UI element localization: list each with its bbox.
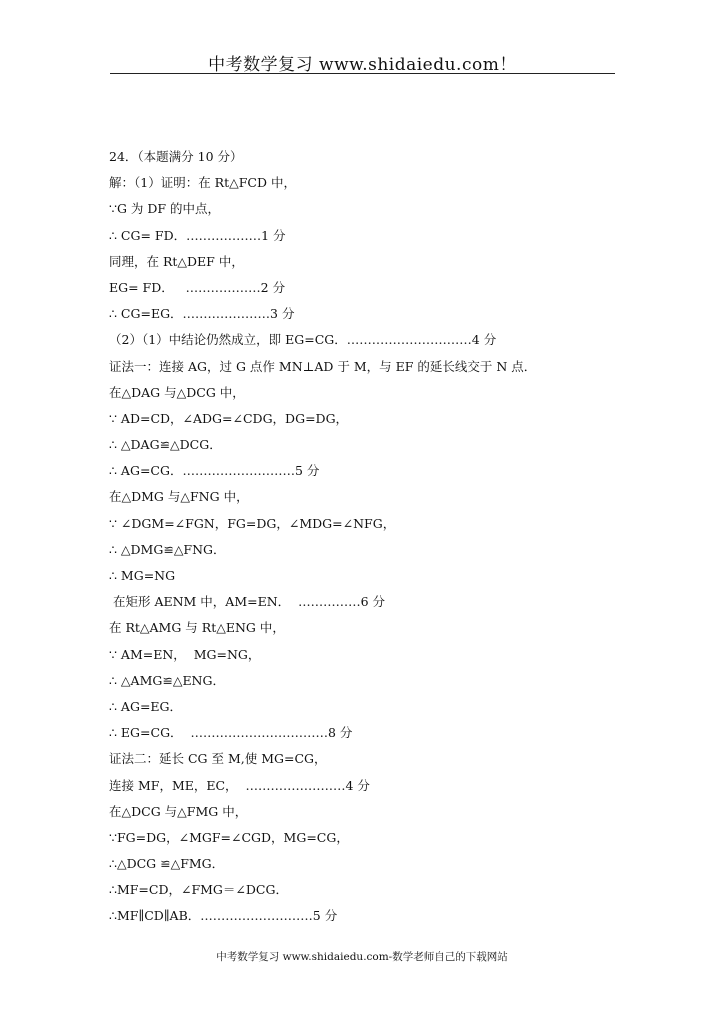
header-divider xyxy=(110,73,615,74)
text-line: ∴MF=CD，∠FMG＝∠DCG． xyxy=(109,882,288,898)
text-line: ∴ △DMG≌△FNG． xyxy=(109,541,226,557)
text-line: ∴ MG=NG xyxy=(109,568,176,583)
text-line: （2）（1）中结论仍然成立，即 EG=CG．…………………………4 分 xyxy=(109,332,497,348)
text-line: 同理，在 Rt△DEF 中， xyxy=(109,253,244,269)
text-line: ∵FG=DG，∠MGF=∠CGD，MG=CG， xyxy=(109,829,349,845)
text-line: ∴ AG=CG．………………………5 分 xyxy=(109,463,320,479)
text-line: ∴ CG=EG．…………………3 分 xyxy=(109,306,295,322)
text-line: ∵ AD=CD，∠ADG=∠CDG，DG=DG， xyxy=(109,410,349,426)
text-line: 在△DAG 与△DCG 中， xyxy=(109,384,245,400)
text-line: ∴ CG= FD．………………1 分 xyxy=(109,227,286,243)
text-line: ∵G 为 DF 的中点， xyxy=(109,201,221,217)
text-line: ∴ EG=CG． ……………………………8 分 xyxy=(109,725,353,741)
text-line: 证法二：延长 CG 至 M,使 MG=CG， xyxy=(109,751,327,767)
text-line: 证法一：连接 AG，过 G 点作 MN⊥AD 于 M，与 EF 的延长线交于 N 点． xyxy=(109,358,537,374)
text-line: ∴ △DAG≌△DCG． xyxy=(109,437,222,453)
text-line: ∵ AM=EN， MG=NG， xyxy=(109,646,261,662)
text-line: ∴△DCG ≌△FMG． xyxy=(109,856,225,872)
problem-heading: 24．（本题满分 10 分） xyxy=(109,149,243,164)
text-line: 解：（1）证明：在 Rt△FCD 中， xyxy=(109,175,296,191)
text-line: 连接 MF，ME，EC， ……………………4 分 xyxy=(109,777,370,793)
text-line: 在△DCG 与△FMG 中， xyxy=(109,803,248,819)
page-header: 中考数学复习 www.shidaiedu.com！ xyxy=(208,55,517,75)
text-line: 在矩形 AENM 中，AM=EN． ……………6 分 xyxy=(109,594,386,610)
page-footer: 中考数学复习 www.shidaiedu.com-数学老师自己的下载网站 xyxy=(216,951,508,963)
text-line: ∵ ∠DGM=∠FGN，FG=DG，∠MDG=∠NFG， xyxy=(109,515,396,531)
text-line: 在△DMG 与△FNG 中， xyxy=(109,489,249,505)
text-line: EG= FD． ………………2 分 xyxy=(109,279,286,295)
solution-text xyxy=(109,148,629,934)
text-line: ∴ △AMG≌△ENG． xyxy=(109,672,225,688)
text-line: ∴ AG=EG． xyxy=(109,698,183,714)
text-line: 在 Rt△AMG 与 Rt△ENG 中， xyxy=(109,620,285,636)
text-line: ∴MF∥CD∥AB．………………………5 分 xyxy=(109,908,338,924)
